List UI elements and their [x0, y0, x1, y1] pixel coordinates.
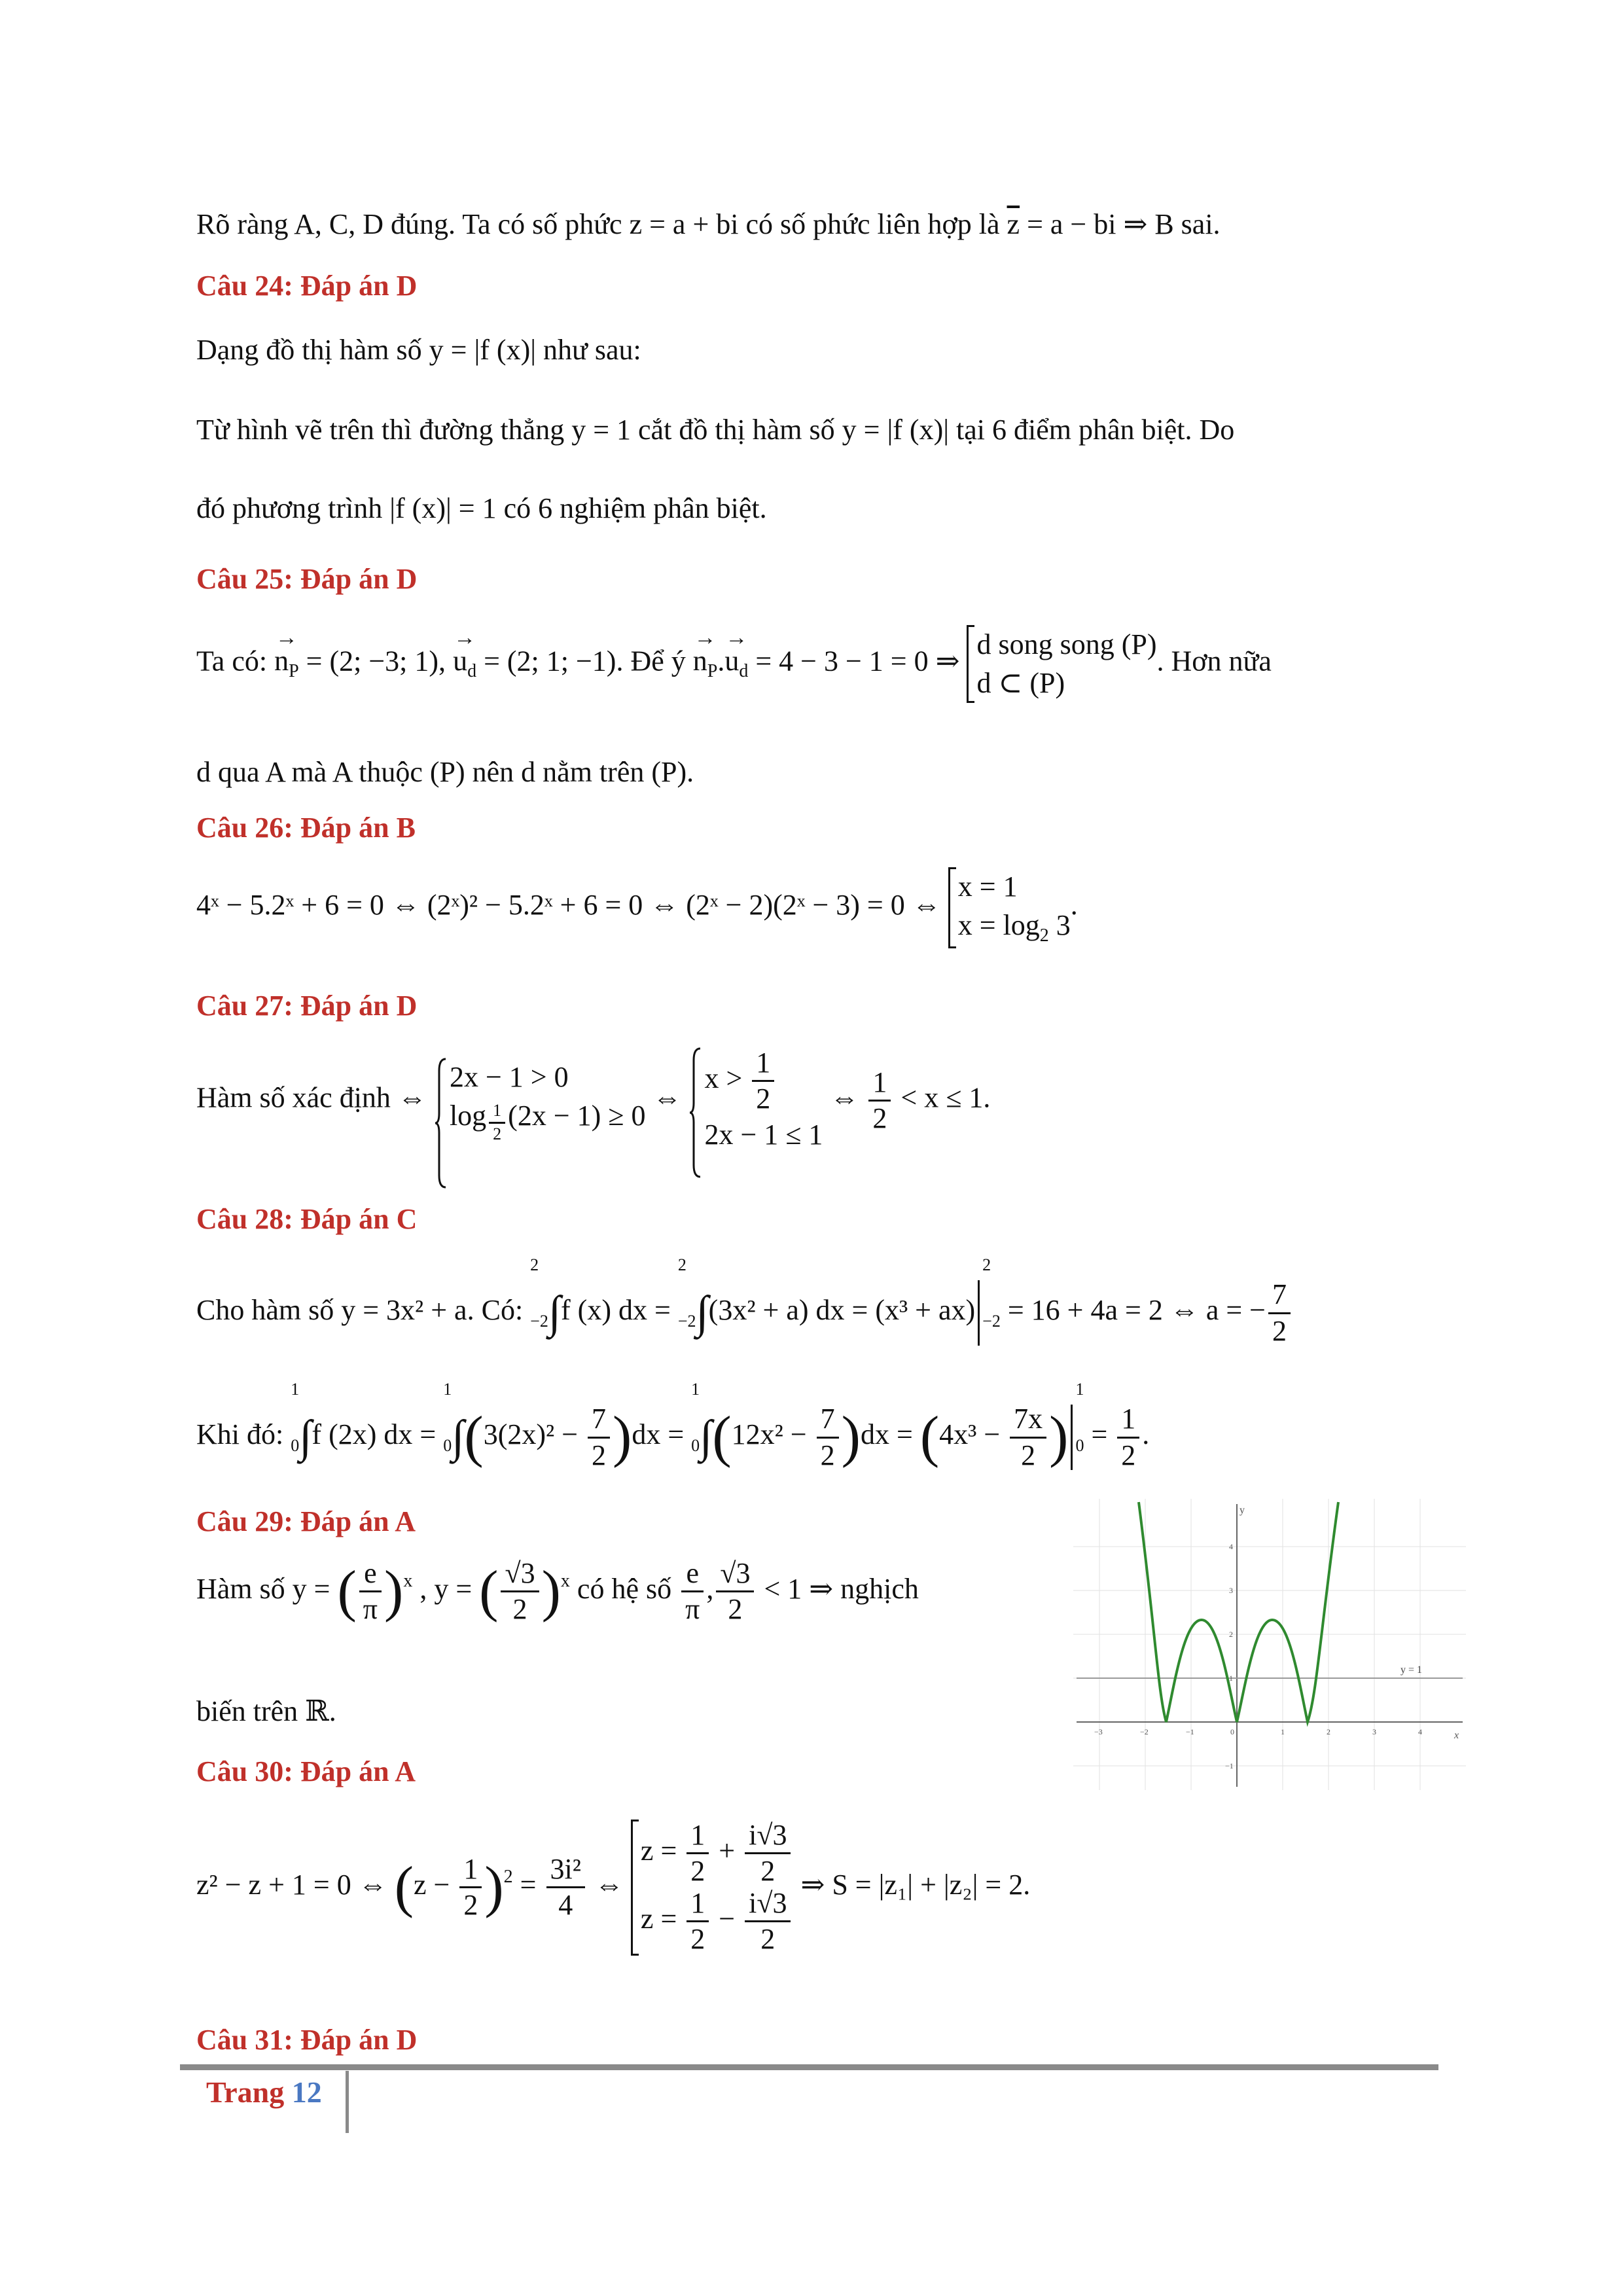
svg-text:3: 3: [1229, 1586, 1233, 1595]
intro-conj: = a − bi ⇒ B sai.: [1020, 208, 1221, 240]
q31-heading: Câu 31: Đáp án D: [196, 2024, 418, 2056]
q28-heading: Câu 28: Đáp án C: [196, 1203, 418, 1235]
q24-line2: Từ hình vẽ trên thì đường thẳng y = 1 cắt đồ thị hàm số y = |f (x)| tại 6 điểm phân biệt. Do: [196, 414, 1235, 446]
footer-rule: [180, 2064, 1438, 2070]
svg-text:−1: −1: [1225, 1761, 1234, 1770]
brace-icon: [688, 1047, 702, 1178]
q24-label: Câu 24:: [196, 270, 293, 302]
q28-line2: Khi đó: 1 0 ∫f (2x) dx = 1 0 ∫(3(2x)² − $\frac{7}{2}$ )dx = 1 0 ∫(12x² − $\frac{7}{2}$ )dx = (4x³ − $\frac{7x}{2}$ ) 1 0 = $\frac{1}{2}$ .: [196, 1380, 1150, 1471]
svg-text:1: 1: [1281, 1727, 1285, 1736]
q24-line3: đó phương trình |f (x)| = 1 có 6 nghiệm phân biệt.: [196, 492, 767, 524]
brace-icon: [434, 1058, 447, 1189]
intro-line: [196, 208, 1221, 242]
x-tick-labels: [1094, 1727, 1422, 1736]
q30-equation: z² − z + 1 = 0 ⇔ (z − $\frac{1}{2}$ )$^2$ = $\frac{\text{3i²}}{4}$ ⇔ z = $\frac{1}{2}$ + $\frac{i√3}{2}$ z = $\frac{1}{2}$ − $\frac{i√3}{2}$ ⇒ S = |z₁| + |z₂| = 2.: [196, 1819, 1031, 1956]
x-axis-label: x: [1454, 1730, 1459, 1741]
svg-text:3: 3: [1372, 1727, 1376, 1736]
q27-equation: Hàm số xác định ⇔ 2x − 1 > 0 log $\frac{1}{2}$ (2x − 1) ≥ 0 ⇔ x > $\frac{1}{2}$ 2x − 1 ≤ 1 ⇔ $\frac{1}{2}$ < x ≤ 1.: [196, 1047, 990, 1154]
intro-text-b: có số phức liên hợp là: [738, 208, 1007, 240]
q29-heading: Câu 29: Đáp án A: [196, 1505, 416, 1537]
q26-equation: 4ˣ − 5.2ˣ + 6 = 0 ⇔ (2ˣ)² − 5.2ˣ + 6 = 0 ⇔ (2ˣ − 2)(2ˣ − 3) = 0 ⇔ x = 1 $x = \log_2 3$ .: [196, 867, 1078, 948]
page-number: 12: [291, 2075, 322, 2109]
q27-system-1: 2x − 1 > 0 log $\frac{1}{2}$ (2x − 1) ≥ 0: [434, 1058, 646, 1144]
svg-text:−3: −3: [1094, 1727, 1103, 1736]
svg-text:4: 4: [1418, 1727, 1422, 1736]
q28-line1: Cho hàm số y = 3x² + a. Có: 2 −2 ∫f (x) dx = 2 −2 ∫(3x² + a) dx = (x³ + ax) 2 −2 = 16 + 4a = 2 ⇔ a = − $\frac{7}{2}$: [196, 1257, 1293, 1369]
svg-text:2: 2: [1229, 1630, 1233, 1639]
y-axis-label: y: [1240, 1505, 1245, 1516]
intro-z-bar: $\overline{z}$: [1007, 208, 1020, 240]
q30-cases: z = $\frac{1}{2}$ + $\frac{i√3}{2}$ z = $\frac{1}{2}$ − $\frac{i√3}{2}$: [631, 1820, 794, 1956]
abs-fx-graph: [1073, 1499, 1466, 1790]
svg-text:−2: −2: [1140, 1727, 1149, 1736]
q24-abs-fx: y = |f (x)|: [429, 334, 537, 366]
q30-heading: Câu 30: Đáp án A: [196, 1755, 416, 1787]
q25-line2: d qua A mà A thuộc (P) nên d nằm trên (P).: [196, 756, 694, 788]
q29-line2: biến trên ℝ.: [196, 1695, 336, 1727]
svg-text:4: 4: [1229, 1542, 1233, 1551]
q24-answer: Đáp án D: [300, 270, 418, 302]
q25-cases: d song song (P) d ⊂ (P): [967, 625, 1156, 703]
q26-cases: x = 1 $x = \log_2 3$: [948, 867, 1071, 948]
intro-z-def: z = a + bi: [629, 208, 739, 240]
intro-text-a: Rõ ràng A, C, D đúng. Ta có số phức: [196, 208, 630, 240]
q27-heading: Câu 27: Đáp án D: [196, 990, 418, 1022]
abs-fx-curve: [1139, 1502, 1338, 1722]
svg-text:2: 2: [1327, 1727, 1330, 1736]
q26-heading: Câu 26: Đáp án B: [196, 812, 416, 844]
graph-grid: [1073, 1499, 1466, 1790]
svg-text:0: 0: [1230, 1727, 1234, 1736]
q25-heading: Câu 25: Đáp án D: [196, 563, 418, 595]
q25-line1: Ta có: → $n_P = (2$; −3; 1), → $u_d = (2$; 1; −1). Để ý → $n_P.\to u_d = 4 - 3 - 1 = 0$ ⇒ d song song (P) d ⊂ (P) . Hơn nữa: [196, 625, 1272, 703]
q27-system-2: x > $\frac{1}{2}$ 2x − 1 ≤ 1: [688, 1047, 823, 1154]
q24-line1: Dạng đồ thị hàm số y = |f (x)| như sau:: [196, 334, 641, 366]
page-footer: [206, 2075, 322, 2109]
svg-text:−1: −1: [1186, 1727, 1194, 1736]
footer-divider: [346, 2071, 349, 2133]
svg-text:1: 1: [1229, 1674, 1233, 1683]
q29-line1: Hàm số y = ( $\frac{e}{\pi}$ )$^x$ , y = ( $\frac{√3}{2}$ )$^x$ có hệ số $\frac{e}{\pi}$ , $\frac{√3}{2}$ < 1 ⇒ nghịch: [196, 1557, 919, 1626]
footer-label: Trang: [206, 2075, 285, 2109]
q24-heading: [196, 270, 417, 303]
line-y-equals-1-label: y = 1: [1400, 1664, 1423, 1676]
